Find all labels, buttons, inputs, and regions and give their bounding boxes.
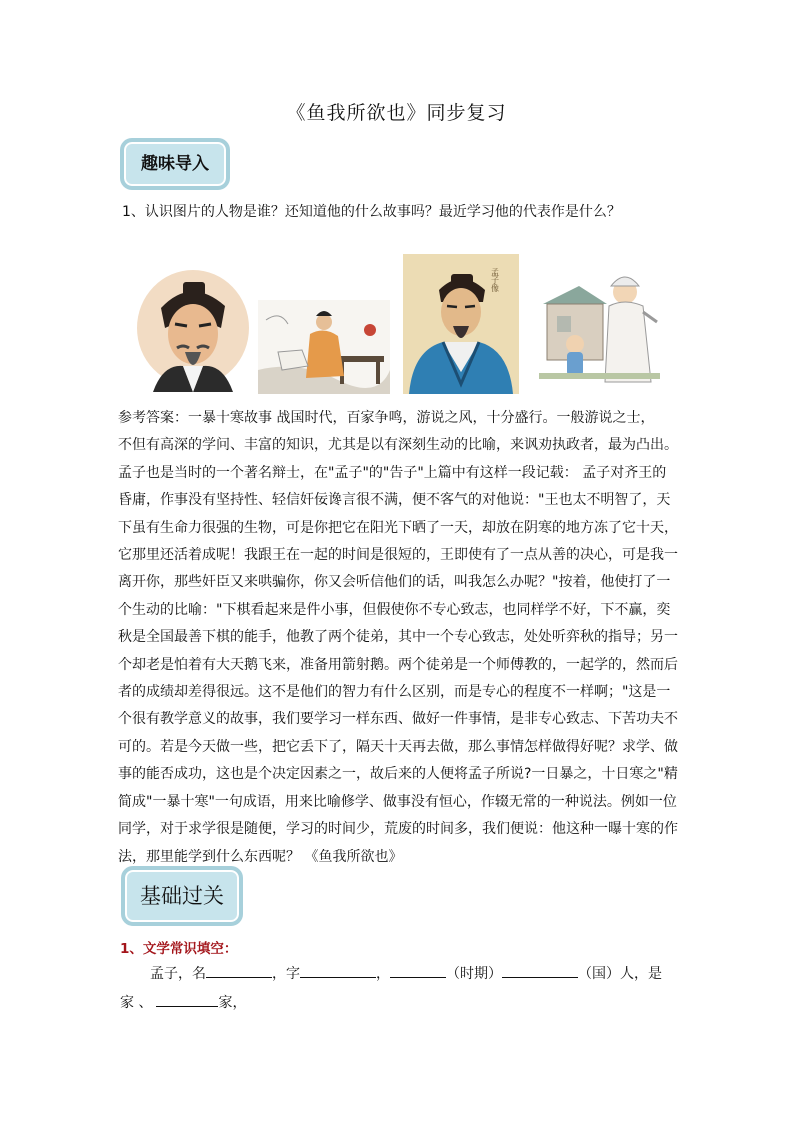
lit-text: 家 、 bbox=[120, 995, 153, 1011]
literature-fill-line-1 bbox=[150, 963, 662, 983]
section-heading-intro bbox=[120, 138, 230, 190]
literature-question-heading: 1、文学常识填空： bbox=[120, 941, 238, 957]
lit-text: ， bbox=[376, 966, 390, 982]
section-heading-basics-label: 基础过关 bbox=[140, 884, 224, 908]
lit-text: （国）人，是 bbox=[578, 966, 662, 982]
answer-line: 者的成绩却差得很远。这不是他们的智力有什么区别，而是专心的程度不一样啊；"这是一 bbox=[118, 684, 671, 701]
scholar-at-desk-image bbox=[258, 300, 390, 394]
answer-line: 法，那里能学到什么东西呢？ 《鱼我所欲也》 bbox=[118, 848, 403, 865]
section-heading-intro-label: 趣味导入 bbox=[141, 154, 209, 174]
answer-line: 它那里还活着成呢！我跟王在一起的时间是很短的，王即使有了一点从善的决心，可是我一 bbox=[118, 547, 678, 564]
literature-fill-line-2 bbox=[120, 992, 246, 1012]
answer-line: 下虽有生命力很强的生物，可是你把它在阳光下晒了一天，却放在阴寒的地方冻了它十天， bbox=[118, 519, 678, 536]
answer-line: 离开你，那些奸臣又来哄骗你，你又会听信他们的话，叫我怎么办呢？"按着，他使打了一 bbox=[118, 574, 671, 591]
answer-line: 同学，对于求学很是随便，学习的时间少，荒废的时间多，我们便说：他这种一曝十寒的作 bbox=[118, 821, 678, 838]
lit-text: （时期） bbox=[446, 966, 502, 982]
answer-line: 个生动的比喻："下棋看起来是件小事，但假使你不专心致志，也同样学不好，下不赢，奕 bbox=[118, 601, 671, 618]
answer-line: 参考答案：一暴十寒故事 战国时代，百家争鸣，游说之风，十分盛行。一般游说之士， bbox=[118, 410, 655, 426]
mencius-portrait-image-1 bbox=[133, 268, 250, 392]
answer-line: 个却老是怕着有大天鹅飞来，准备用箭射鹅。两个徒弟是一个师傅教的，一起学的，然而后 bbox=[118, 656, 678, 673]
state-blank[interactable] bbox=[502, 963, 578, 978]
page-title: 《鱼我所欲也》同步复习 bbox=[286, 102, 507, 124]
lit-text: ，字 bbox=[272, 966, 300, 982]
mencius-blue-robe-image bbox=[403, 254, 519, 394]
answer-line: 孟子也是当时的一个著名辩士，在"孟子"的"告子"上篇中有这样一段记载： 孟子对齐王的 bbox=[118, 464, 667, 481]
section-heading-basics bbox=[121, 866, 243, 926]
answer-line: 事的能否成功，这也是个决定因素之一，故后来的人便将孟子所说?一日暴之，十日寒之"精 bbox=[118, 766, 678, 783]
portrait-caption: 孟子像 bbox=[490, 268, 500, 292]
mencius-mother-image bbox=[539, 264, 660, 384]
lit-text: 家， bbox=[218, 995, 247, 1011]
lit-text: 孟子，名 bbox=[150, 966, 206, 982]
answer-line: 简成"一暴十寒"一句成语，用来比喻修学、做事没有恒心，作辍无常的一种说法。例如一位 bbox=[118, 793, 677, 810]
reference-answer bbox=[118, 405, 683, 871]
period-blank[interactable] bbox=[390, 963, 446, 978]
question-1: 1、认识图片的人物是谁？还知道他的什么故事吗？最近学习他的代表作是什么？ bbox=[122, 204, 621, 220]
answer-line: 可的。若是今天做一些，把它丢下了，隔天十天再去做，那么事情怎样做得好呢？求学、做 bbox=[118, 738, 678, 755]
answer-line: 昏庸，作事没有坚持性、轻信奸佞谗言很不满，便不客气的对他说："王也太不明智了，天 bbox=[118, 492, 671, 509]
school-blank[interactable] bbox=[156, 992, 218, 1007]
answer-line: 不但有高深的学问、丰富的知识，尤其是以有深刻生动的比喻，来讽劝执政者，最为凸出。 bbox=[118, 437, 678, 454]
answer-line: 个很有教学意义的故事，我们要学习一样东西、做好一件事情，是非专心致志、下苦功夫不 bbox=[118, 711, 678, 728]
answer-line: 秋是全国最善下棋的能手，他教了两个徒弟，其中一个专心致志，处处听弈秋的指导；另一 bbox=[118, 629, 678, 646]
name-blank[interactable] bbox=[206, 963, 272, 978]
courtesy-name-blank[interactable] bbox=[300, 963, 376, 978]
